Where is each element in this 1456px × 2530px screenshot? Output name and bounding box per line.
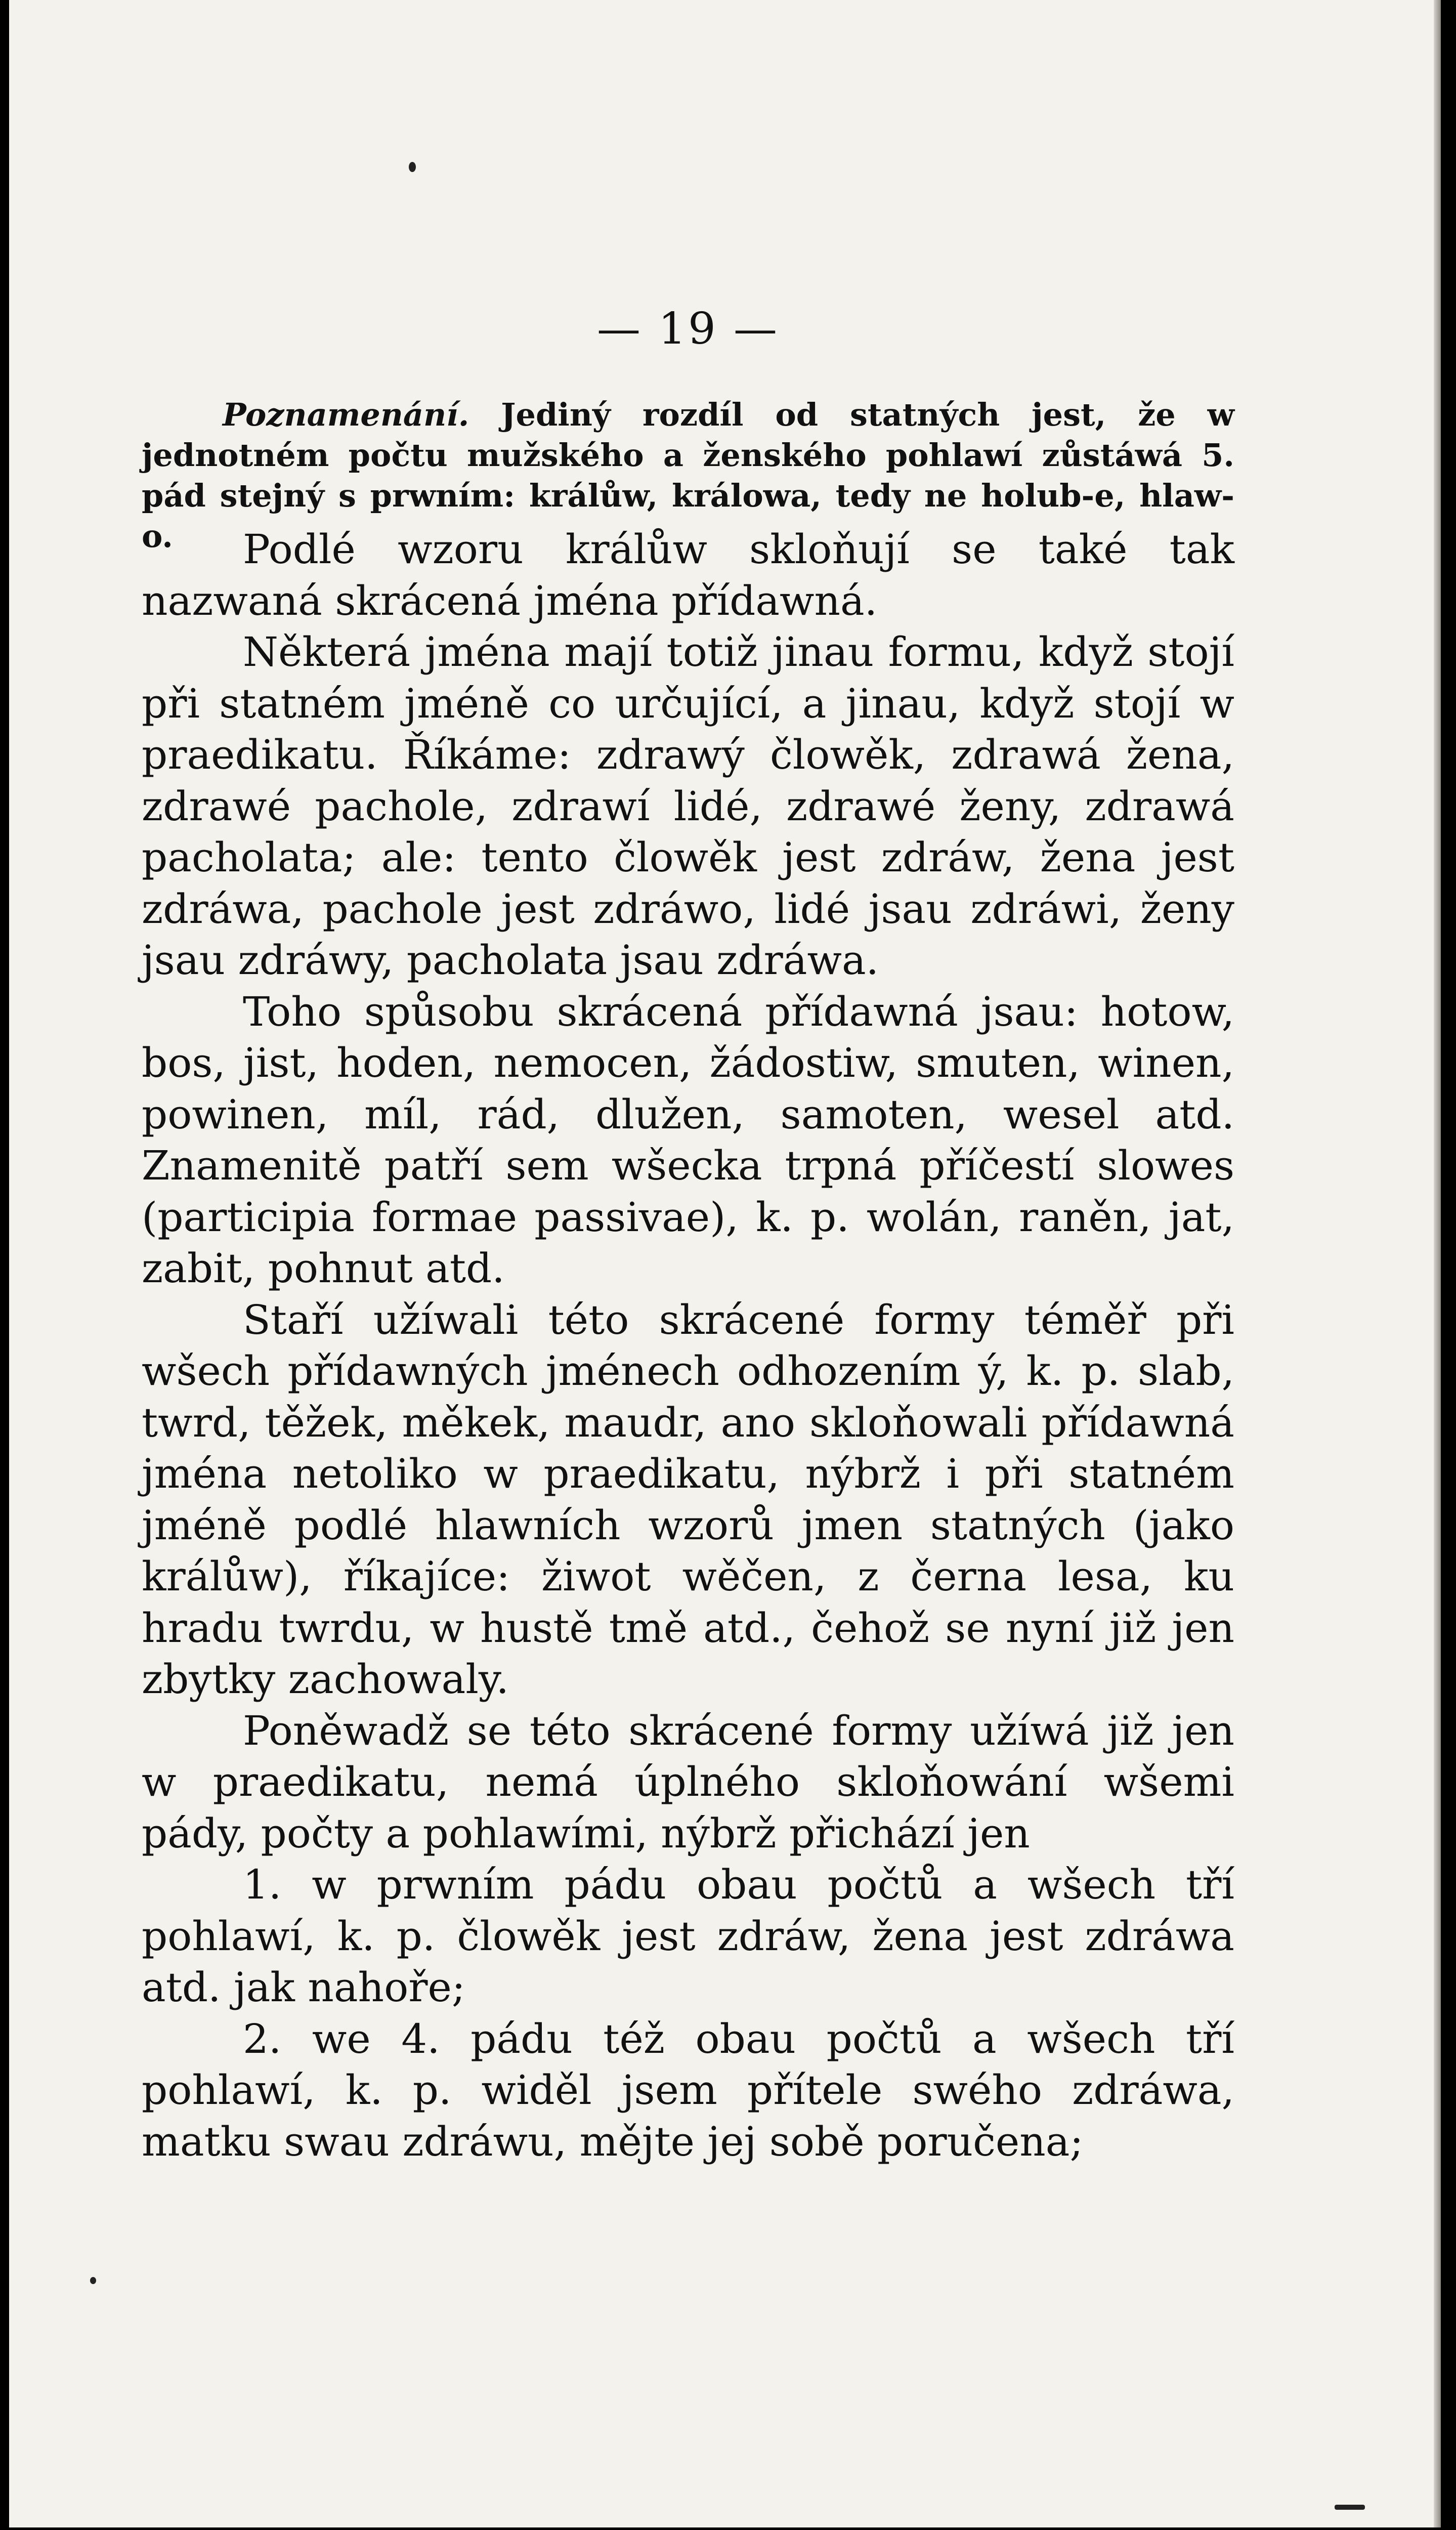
paragraph: Podlé wzoru králůw skloňují se také tak nazwaná skrácená jména přídawná. (142, 526, 1234, 624)
paragraph: Poněwadž se této skrácené formy užíwá již jen w praedikatu, nemá úplného skloňowání wšemi pády, počty a pohlawími, nýbrž přichází jen (142, 1707, 1234, 1857)
footnote-text: Jediný rozdíl od statných jest, že w jednotném počtu mužského a ženského pohlawí zůstáwá 5. pád stejný s prwním: králůw, králowa, tedy ne holub-e, hlaw-o. (142, 396, 1234, 555)
page-number: — 19 — (596, 304, 780, 354)
paragraph: Staří užíwali této skrácené formy téměř při wšech přídawných jménech odhozením ý, k. p. slab, twrd, těžek, měkek, maudr, ano skloňowali přídawná jména netoliko w praedikatu, nýbrž i při statném jméně podlé hlawních wzorů jmen statných (jako králůw), říkajíce: žiwot wěčen, z černa lesa, ku hradu twrdu, w hustě tmě atd., čehož se nyní již jen zbytky zachowaly. (142, 1296, 1234, 1703)
numbered-paragraph: 2. we 4. pádu též obau počtů a wšech tří pohlawí, k. p. widěl jsem přítele swého zdráwa, matku swau zdráwu, mějte jej sobě poručena; (142, 2015, 1234, 2165)
ink-speck (90, 2277, 96, 2284)
numbered-paragraph: 1. w prwním pádu obau počtů a wšech tří pohlawí, k. p. člowěk jest zdráw, žena jest zdráwa atd. jak nahoře; (142, 1861, 1234, 2011)
ink-speck (409, 162, 416, 172)
paragraph: Toho spůsobu skrácená přídawná jsau: hotow, bos, jist, hoden, nemocen, žádostiw, smuten, winen, powinen, míl, rád, dlužen, samoten, wesel atd. Znamenitě patří sem wšecka trpná příčestí slowes (participia formae passivae), k. p. wolán, raněn, jat, zabit, pohnut atd. (142, 988, 1234, 1292)
page-edge-shadow (1434, 0, 1441, 2527)
footnote-label: Poznamenání. (223, 396, 469, 433)
paragraph: Některá jména mají totiž jinau formu, když stojí při statném jméně co určující, a jinau, když stojí w praedikatu. Říkáme: zdrawý člowěk, zdrawá žena, zdrawé pachole, zdrawí lidé, zdrawé ženy, zdrawá pacholata; ale: tento člowěk jest zdráw, žena jest zdráwa, pachole jest zdráwo, lidé jsau zdráwi, ženy jsau zdráwy, pacholata jsau zdráwa. (142, 628, 1234, 984)
book-page (9, 0, 1441, 2527)
body-text (142, 524, 1234, 2167)
ink-speck (1335, 2505, 1365, 2510)
